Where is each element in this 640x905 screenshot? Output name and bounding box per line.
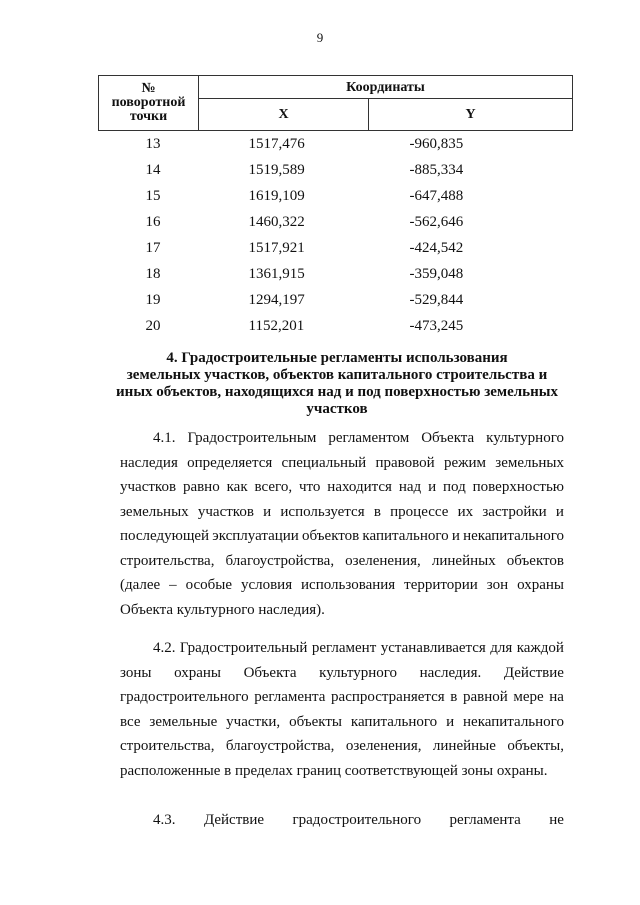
table-row xyxy=(99,313,573,339)
text-line xyxy=(120,636,564,661)
word: линейных xyxy=(431,552,496,569)
word: градостроительного xyxy=(292,812,422,828)
text-line: Объекта культурного наследия). xyxy=(120,601,325,618)
header-num-symbol: № xyxy=(141,81,156,96)
word: режим xyxy=(443,454,486,471)
text-line xyxy=(120,426,564,451)
word: в xyxy=(450,689,458,705)
word: все xyxy=(120,713,141,730)
word: в xyxy=(373,503,381,520)
cell-x: 1519,589 xyxy=(248,162,305,178)
cell-num: 15 xyxy=(145,188,161,204)
word: территории xyxy=(404,577,478,593)
word: равной xyxy=(462,689,508,705)
word: благоустройства, xyxy=(225,552,335,569)
word: 4.2. xyxy=(153,640,176,656)
word: регламентом xyxy=(328,430,410,446)
cell-num: 20 xyxy=(145,318,161,334)
paragraph-4-2 xyxy=(120,636,564,783)
word: мере xyxy=(513,689,544,705)
word: регламент xyxy=(311,640,377,656)
heading-line: иных объектов, находящихся над и под поверхностью земельных xyxy=(116,384,558,400)
word: под xyxy=(443,479,466,495)
cell-num: 18 xyxy=(145,266,161,282)
word: строительства, xyxy=(120,552,215,569)
word: градостроительного xyxy=(120,689,249,705)
header-num-line2: поворотной xyxy=(111,95,186,110)
table-row xyxy=(99,131,573,158)
word: их xyxy=(457,503,474,520)
word: объекты xyxy=(289,713,342,730)
heading-line: земельных участков, объектов капитального строительства и xyxy=(126,367,548,383)
word: над xyxy=(398,479,422,495)
word: особые xyxy=(185,577,232,593)
word: последующей xyxy=(120,528,210,544)
word: земельных xyxy=(120,503,189,520)
word: объектов xyxy=(302,528,360,544)
word: линейные xyxy=(432,738,496,754)
word: Градостроительным xyxy=(187,430,317,446)
word: 4.3. xyxy=(153,812,176,828)
text-line xyxy=(120,549,564,574)
cell-num: 16 xyxy=(145,214,161,230)
word: земельные xyxy=(149,713,218,730)
table-row xyxy=(99,261,573,287)
word: для xyxy=(490,640,513,656)
header-y: Y xyxy=(369,99,573,131)
word: и xyxy=(451,528,460,544)
word: озеленения, xyxy=(345,738,422,754)
word: распространяется xyxy=(331,689,445,705)
word: Градостроительный xyxy=(179,640,308,656)
word: зоны xyxy=(120,664,152,681)
cell-y: -960,835 xyxy=(409,136,464,152)
text-line xyxy=(120,500,564,525)
word: регламента xyxy=(449,812,521,828)
text-line xyxy=(120,710,564,735)
word: озеленения, xyxy=(345,552,421,569)
cell-x: 1152,201 xyxy=(248,318,305,334)
cell-y: -529,844 xyxy=(409,292,464,308)
header-coordinates: Координаты xyxy=(199,76,573,99)
word: Действие xyxy=(503,664,564,681)
word: определяется xyxy=(187,454,273,471)
word: участков xyxy=(120,479,177,495)
word: (далее xyxy=(120,577,161,593)
word: Объекта xyxy=(421,430,475,446)
cell-num: 14 xyxy=(145,162,161,178)
text-line xyxy=(120,573,564,598)
text-line xyxy=(120,734,564,759)
word: на xyxy=(549,689,564,705)
word: объекты, xyxy=(507,738,564,754)
word: регламента xyxy=(254,689,326,705)
word: всего, xyxy=(254,479,293,495)
word: охраны xyxy=(174,664,221,681)
cell-y: -424,542 xyxy=(409,240,464,256)
word: Объекта xyxy=(243,664,297,681)
word: зон xyxy=(486,577,509,593)
word: участков xyxy=(197,503,254,520)
table-row xyxy=(99,209,573,235)
table-row xyxy=(99,235,573,261)
header-x: X xyxy=(199,99,369,131)
word: наследия xyxy=(120,454,178,471)
text-line xyxy=(120,661,564,686)
word: земельных xyxy=(495,454,564,471)
word: капитального xyxy=(362,528,449,544)
section-heading xyxy=(112,350,562,418)
cell-y: -473,245 xyxy=(409,318,464,334)
header-point-number xyxy=(99,76,199,131)
text-line xyxy=(120,524,564,549)
heading-line: 4. Градостроительные регламенты использования xyxy=(166,350,508,366)
text-line: расположенные в пределах границ соответствующей зоны охраны. xyxy=(120,762,548,779)
cell-x: 1294,197 xyxy=(248,292,305,308)
word: наследия. xyxy=(419,664,482,681)
word: охраны xyxy=(517,577,564,593)
table-row xyxy=(99,157,573,183)
word: и xyxy=(428,479,437,495)
cell-y: -647,488 xyxy=(409,188,464,204)
heading-line: участков xyxy=(306,401,368,417)
cell-x: 1460,322 xyxy=(248,214,305,230)
page-number: 9 xyxy=(316,30,324,45)
coordinates-table xyxy=(98,75,573,339)
word: и xyxy=(263,503,272,520)
word: используется xyxy=(280,503,365,520)
word: – xyxy=(169,577,177,593)
word: использования xyxy=(301,577,396,593)
word: Действие xyxy=(203,812,265,828)
word: и xyxy=(446,713,455,730)
word: капитального xyxy=(350,713,438,730)
word: условия xyxy=(240,577,293,593)
word: культурного xyxy=(486,430,564,446)
word: объектов xyxy=(506,552,564,569)
text-line xyxy=(120,808,564,833)
cell-y: -359,048 xyxy=(409,266,464,282)
word: строительства, xyxy=(120,738,215,754)
cell-x: 1517,921 xyxy=(248,240,305,256)
table-row xyxy=(99,183,573,209)
text-line xyxy=(120,475,564,500)
word: специальный xyxy=(281,454,367,471)
cell-x: 1517,476 xyxy=(248,136,305,152)
word: каждой xyxy=(516,640,564,656)
word: как xyxy=(226,479,248,495)
cell-num: 17 xyxy=(145,240,161,256)
word: некапитального xyxy=(463,713,564,730)
text-line xyxy=(120,685,564,710)
header-num-line3: точки xyxy=(129,109,168,124)
cell-x: 1361,915 xyxy=(248,266,305,282)
cell-x: 1619,109 xyxy=(248,188,305,204)
word: застройки xyxy=(482,503,547,520)
word: что xyxy=(298,479,321,495)
word: процессе xyxy=(390,503,449,520)
word: находится xyxy=(327,479,392,495)
word: культурного xyxy=(319,664,398,681)
word: благоустройства, xyxy=(225,738,335,754)
cell-y: -885,334 xyxy=(409,162,464,178)
word: эксплуатации xyxy=(212,528,299,544)
paragraph-4-1 xyxy=(120,426,564,622)
cell-num: 19 xyxy=(145,292,161,308)
word: поверхностью xyxy=(472,479,564,495)
word: устанавливается xyxy=(380,640,486,656)
word: и xyxy=(555,503,564,520)
paragraph-4-3 xyxy=(120,808,564,833)
table-row xyxy=(99,287,573,313)
word: не xyxy=(549,812,564,828)
cell-y: -562,646 xyxy=(409,214,464,230)
text-line xyxy=(120,451,564,476)
word: 4.1. xyxy=(153,430,176,446)
word: некапитального xyxy=(463,528,564,544)
word: равно xyxy=(182,479,220,495)
word: правовой xyxy=(375,454,435,471)
word: участки, xyxy=(226,713,281,730)
cell-num: 13 xyxy=(145,136,161,152)
